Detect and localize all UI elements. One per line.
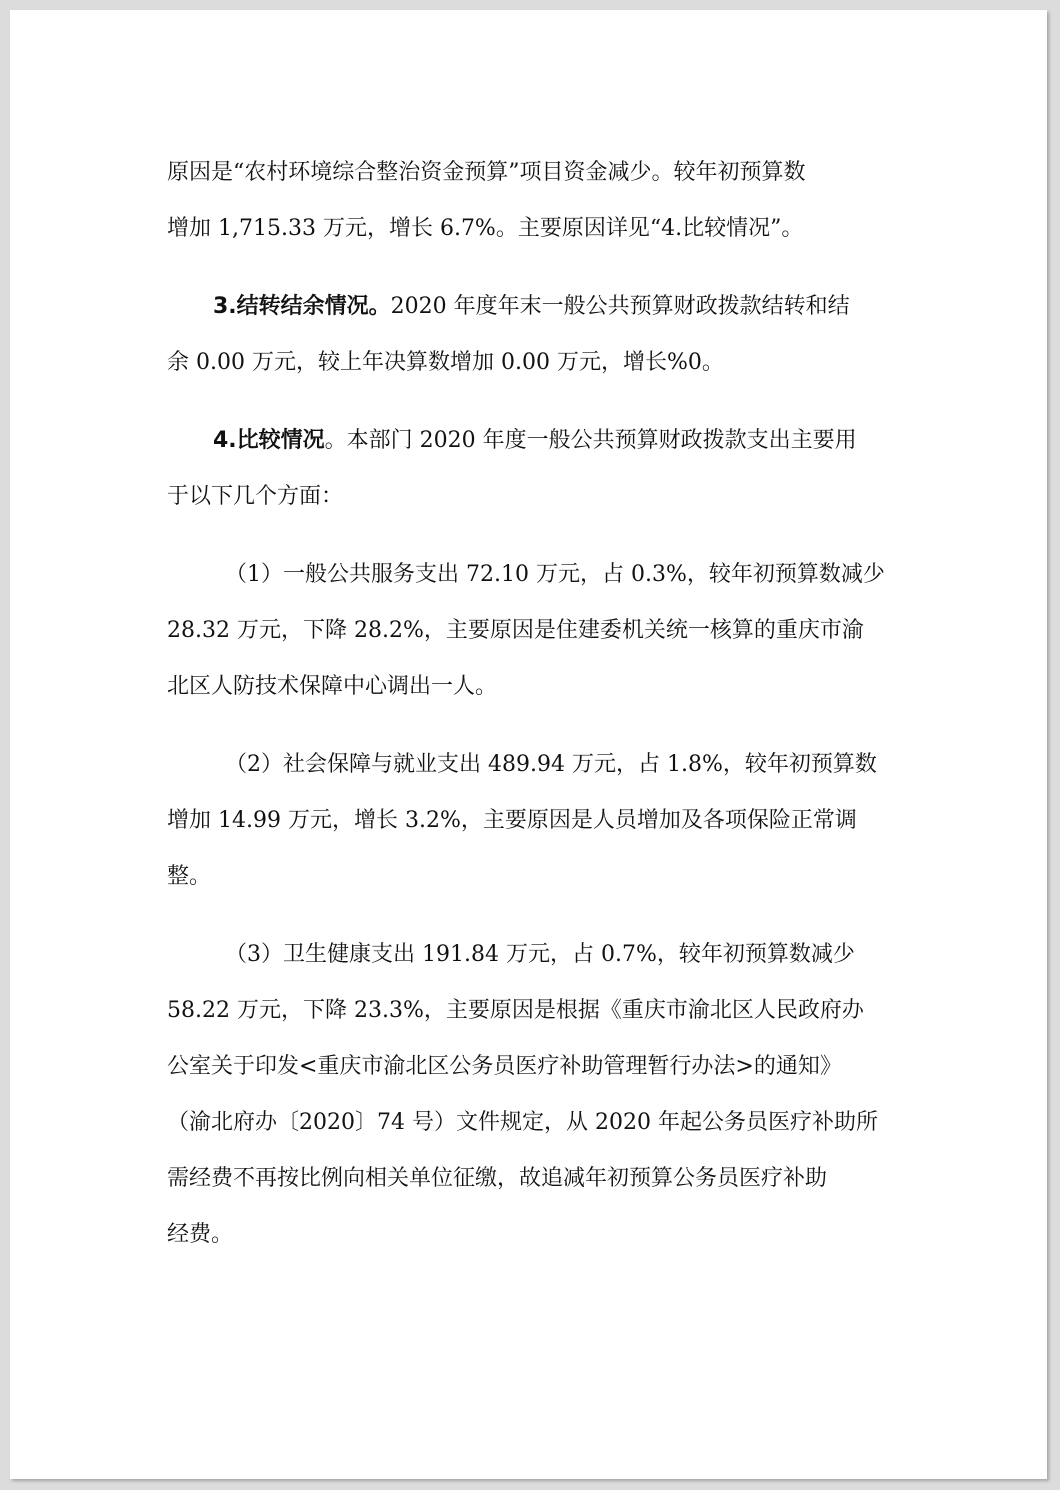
paragraph	[167, 145, 907, 257]
paragraph	[167, 279, 907, 391]
text-line: （3）卫生健康支出 191.84 万元，占 0.7%，较年初预算数减少	[225, 942, 855, 967]
text-line: 需经费不再按比例向相关单位征缴，故追减年初预算公务员医疗补助	[167, 1166, 828, 1191]
section-heading: 4.比较情况	[213, 428, 325, 453]
text-line: 北区人防技术保障中心调出一人。	[167, 674, 498, 699]
text-line: （2）社会保障与就业支出 489.94 万元，占 1.8%，较年初预算数	[225, 752, 877, 777]
text-line: 原因是“农村环境综合整治资金预算”项目资金减少。较年初预算数	[167, 160, 806, 185]
text-line: 整。	[167, 864, 212, 889]
paragraph	[167, 547, 907, 715]
text-line	[167, 279, 907, 335]
text-line: 增加 14.99 万元，增长 3.2%，主要原因是人员增加及各项保险正常调	[167, 808, 857, 833]
text-span: 2020 年度年末一般公共预算财政拨款结转和结	[390, 294, 850, 319]
text-line: （1）一般公共服务支出 72.10 万元，占 0.3%，较年初预算数减少	[225, 562, 885, 587]
text-line: 公室关于印发<重庆市渝北区公务员医疗补助管理暂行办法>的通知》	[167, 1054, 842, 1079]
text-line: 增加 1,715.33 万元，增长 6.7%。主要原因详见“4.比较情况”。	[167, 216, 804, 241]
text-line: 28.32 万元，下降 28.2%，主要原因是住建委机关统一核算的重庆市渝	[167, 618, 864, 643]
section-heading: 3.结转结余情况。	[213, 294, 391, 319]
document-page	[10, 10, 1047, 1479]
text-span: 。本部门 2020 年度一般公共预算财政拨款支出主要用	[324, 428, 857, 453]
text-line: 于以下几个方面：	[167, 484, 344, 509]
text-line: 58.22 万元，下降 23.3%，主要原因是根据《重庆市渝北区人民政府办	[167, 998, 864, 1023]
paragraph	[167, 413, 907, 525]
paragraph	[167, 927, 907, 1263]
document-body	[167, 145, 907, 1263]
text-line: 余 0.00 万元，较上年决算数增加 0.00 万元，增长%0。	[167, 350, 724, 375]
paragraph	[167, 737, 907, 905]
text-line: （渝北府办〔2020〕74 号）文件规定，从 2020 年起公务员医疗补助所	[167, 1110, 878, 1135]
text-line: 经费。	[167, 1222, 234, 1247]
text-line	[167, 413, 907, 469]
